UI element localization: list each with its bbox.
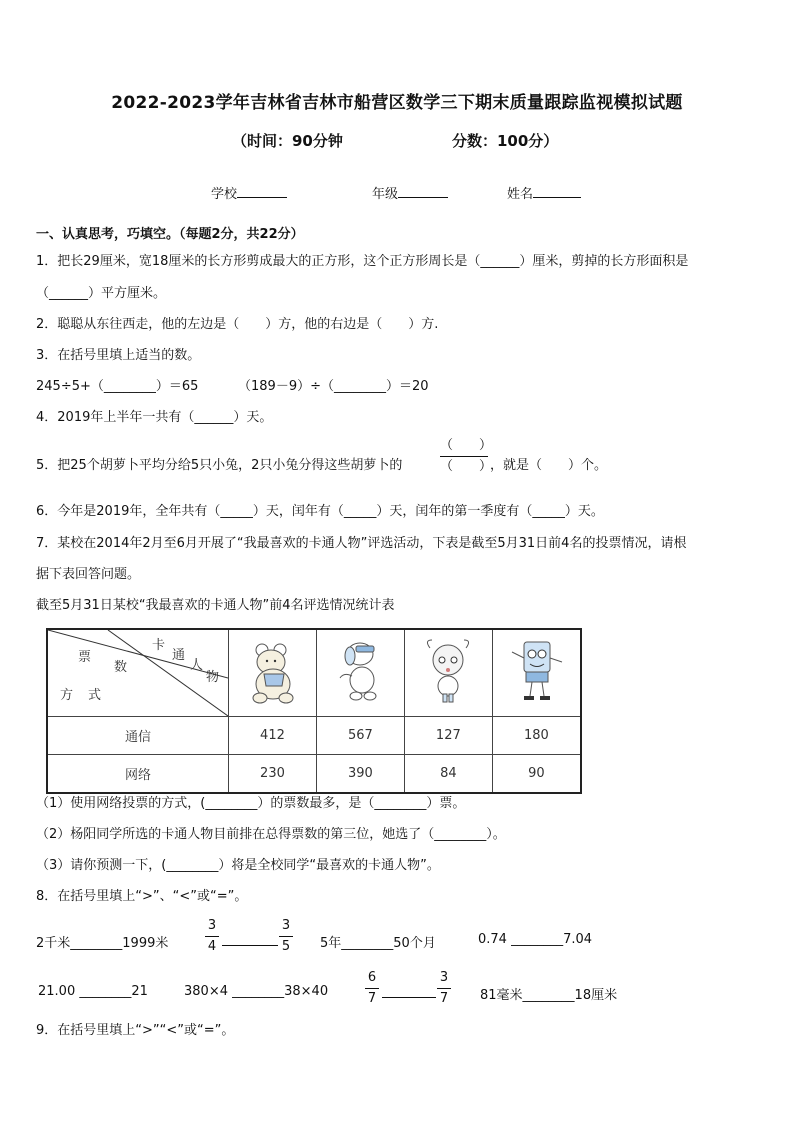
fraction-3-5: [279, 918, 293, 955]
goat-icon: [418, 636, 478, 706]
table-cell: 412: [229, 717, 317, 755]
compare-1c: 5年________50个月: [320, 936, 436, 951]
table-cell: 180: [492, 717, 581, 755]
fraction-denominator: 4: [207, 939, 217, 954]
name-label: 姓名: [507, 187, 534, 202]
fraction-bar: [437, 988, 451, 989]
question-5-answer: ，就是（ ）个。: [490, 458, 608, 473]
row-label: 通信: [47, 717, 229, 755]
table-cell: 84: [404, 755, 492, 794]
header-fang: 方: [60, 688, 74, 703]
school-field: [211, 183, 287, 202]
grade-blank: [398, 184, 448, 198]
question-6: 6．今年是2019年，全年共有（_____）天，闰年有（_____）天，闰年的第一季度有（_____）天。: [36, 504, 604, 519]
fraction-numerator: （ ）: [440, 438, 493, 453]
question-1-line-2: （______）平方厘米。: [36, 286, 167, 301]
header-shu: 数: [114, 660, 128, 675]
section-1-heading: 一、认真思考，巧填空。（每题2分，共22分）: [36, 227, 304, 242]
header-ka: 卡: [152, 638, 166, 653]
bear-icon: [242, 636, 302, 706]
fraction-denominator: 5: [281, 939, 291, 954]
fraction-denominator: 7: [367, 991, 377, 1006]
question-7-part-3: （3）请你预测一下，(________）将是全校同学“最喜欢的卡通人物”。: [36, 858, 440, 873]
question-7-part-2: （2）杨阳同学所选的卡通人物目前排在总得票数的第三位，她选了（________）。: [36, 827, 506, 842]
table-cell: 90: [492, 755, 581, 794]
dog-icon: [330, 636, 390, 706]
table-cell: 127: [404, 717, 492, 755]
grade-label: 年级: [372, 187, 399, 202]
cartoon-pleasant-goat: [404, 629, 492, 717]
header-wu: 物: [206, 670, 220, 685]
question-7-part-1: （1）使用网络投票的方式，(________）的票数最多，是（________）票。: [36, 796, 466, 811]
compare-blank: [382, 997, 436, 998]
cartoon-snoopy: [316, 629, 404, 717]
grade-field: [372, 183, 448, 202]
name-field: [507, 183, 581, 202]
table-row: [47, 755, 581, 794]
question-9: 9．在括号里填上“>”“<”或“=”。: [36, 1023, 235, 1038]
question-7-line-2: 据下表回答问题。: [36, 567, 141, 582]
school-label: 学校: [211, 187, 238, 202]
question-5-fraction: [440, 438, 493, 475]
school-blank: [237, 184, 287, 198]
page-title: 2022-2023学年吉林省吉林市船营区数学三下期末质量跟踪监视模拟试题: [111, 93, 683, 113]
fraction-bar: [279, 936, 293, 937]
fraction-3-4: [205, 918, 219, 955]
compare-2d: 81毫米________18厘米: [480, 988, 618, 1003]
compare-1a: 2千米________1999米: [36, 936, 169, 951]
question-3: 3．在括号里填上适当的数。: [36, 348, 201, 363]
compare-2a: 21.00 ________21: [38, 984, 148, 999]
fraction-denominator: （ ）: [440, 459, 493, 474]
fraction-numerator: 3: [281, 918, 291, 933]
fraction-6-7: [365, 970, 379, 1007]
fraction-numerator: 3: [439, 970, 449, 985]
cartoon-winnie-pooh: [229, 629, 317, 717]
header-shi: 式: [88, 688, 102, 703]
table-cell: 390: [316, 755, 404, 794]
time-label: （时间：90分钟: [232, 132, 343, 150]
cartoon-spongebob: [492, 629, 581, 717]
diagonal-lines: [48, 630, 228, 716]
table-caption: 截至5月31日某校“我最喜欢的卡通人物”前4名评选情况统计表: [36, 598, 395, 613]
name-blank: [533, 184, 581, 198]
question-3-part-b: （189－9）÷（________）＝20: [238, 379, 429, 394]
fraction-bar: [205, 936, 219, 937]
row-label: 网络: [47, 755, 229, 794]
compare-2b: 380×4 ________38×40: [184, 984, 329, 999]
header-piao: 票: [78, 650, 92, 665]
score-label: 分数：100分）: [452, 132, 559, 150]
fraction-numerator: 3: [207, 918, 217, 933]
sponge-icon: [506, 636, 566, 706]
fraction-numerator: 6: [367, 970, 377, 985]
fraction-bar: [365, 988, 379, 989]
compare-blank: [222, 945, 278, 946]
table-cell: 230: [229, 755, 317, 794]
question-8: 8．在括号里填上“>”、“<”或“=”。: [36, 889, 248, 904]
fraction-denominator: 7: [439, 991, 449, 1006]
fraction-bar: [440, 456, 488, 457]
compare-1d: 0.74 ________7.04: [478, 932, 593, 947]
table-row: [47, 717, 581, 755]
question-4: 4．2019年上半年一共有（______）天。: [36, 410, 273, 425]
question-5-text: 5．把25个胡萝卜平均分给5只小兔，2只小兔分得这些胡萝卜的: [36, 458, 403, 473]
question-1-line-1: 1．把长29厘米，宽18厘米的长方形剪成最大的正方形，这个正方形周长是（______）厘米，剪掉的长方形面积是: [36, 254, 689, 269]
question-3-part-a: 245÷5+（________）＝65: [36, 379, 199, 394]
question-2: 2．聪聪从东往西走，他的左边是（ ）方，他的右边是（ ）方.: [36, 317, 439, 332]
vote-statistics-table: [46, 628, 582, 794]
header-ren: 人: [190, 658, 204, 673]
header-tong: 通: [172, 648, 186, 663]
question-7-line-1: 7．某校在2014年2月至6月开展了“我最喜欢的卡通人物”评选活动，下表是截至5月31日前4名的投票情况，请根: [36, 536, 687, 551]
table-cell: 567: [316, 717, 404, 755]
table-header-diagonal-cell: [47, 629, 229, 717]
fraction-3-7: [437, 970, 451, 1007]
